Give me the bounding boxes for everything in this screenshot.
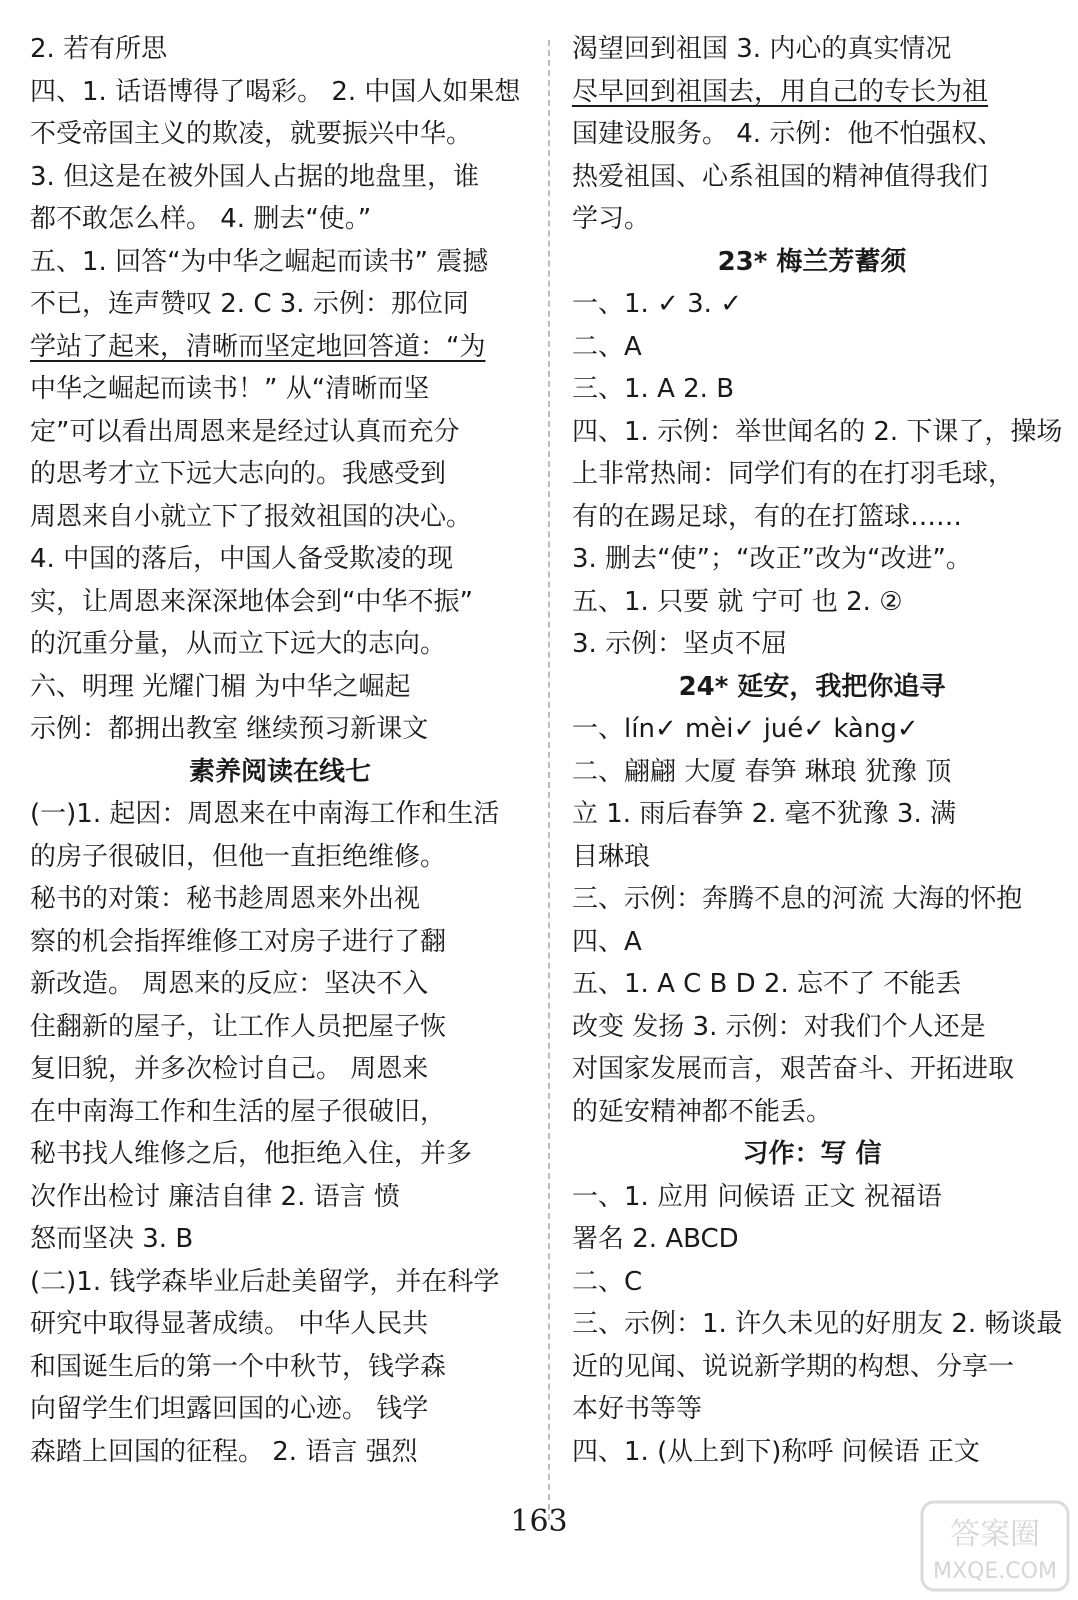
section-heading: 习作：写 信 xyxy=(742,1139,882,1169)
text-line: 国建设服务。 4. 示例：他不怕强权、 xyxy=(572,119,1004,149)
text-line: 2. 若有所思 xyxy=(30,34,168,64)
text-line: 一、1. 应用 问候语 正文 祝福语 xyxy=(572,1181,942,1212)
text-line: 的延安精神都不能丢。 xyxy=(572,1096,833,1127)
text-line: 三、示例：奔腾不息的河流 大海的怀抱 xyxy=(572,884,1023,914)
text-line: 学站了起来，清晰而坚定地回答道：“为 xyxy=(30,331,486,362)
text-line: 秘书找人维修之后，他拒绝入住，并多 xyxy=(30,1139,473,1169)
text-line: (二)1. 钱学森毕业后赴美留学，并在科学 xyxy=(30,1266,500,1297)
text-line: 3. 但这是在被外国人占据的地盘里，谁 xyxy=(30,161,480,192)
text-line: 三、示例：1. 许久未见的好朋友 2. 畅谈最 xyxy=(572,1309,1063,1339)
text-line: 3. 示例：坚贞不屈 xyxy=(572,629,788,659)
text-line: 怒而坚决 3. B xyxy=(30,1224,194,1254)
text-line: 四、1. (从上到下)称呼 问候语 正文 xyxy=(572,1436,980,1467)
text-line: 渴望回到祖国 3. 内心的真实情况 xyxy=(572,34,952,64)
text-line: 四、1. 示例：举世闻名的 2. 下课了，操场 xyxy=(572,416,1063,447)
left-column xyxy=(30,28,530,1473)
text-line: 上非常热闹：同学们有的在打羽毛球， xyxy=(572,459,1015,489)
text-line: 目琳琅 xyxy=(572,841,651,872)
text-line: 署名 2. ABCD xyxy=(572,1224,739,1254)
text-line: 住翻新的屋子，让工作人员把屋子恢 xyxy=(30,1011,447,1042)
text-line: 新改造。 周恩来的反应：坚决不入 xyxy=(30,969,429,999)
text-line: 不受帝国主义的欺凌，就要振兴中华。 xyxy=(30,119,473,149)
text-line: 周恩来自小就立下了报效祖国的决心。 xyxy=(30,501,473,532)
text-line: 和国诞生后的第一个中秋节，钱学森 xyxy=(30,1351,447,1382)
text-line: 五、1. 回答“为中华之崛起而读书” 震撼 xyxy=(30,246,489,277)
text-line: 不已，连声赞叹 2. C 3. 示例：那位同 xyxy=(30,289,469,319)
text-line: 实，让周恩来深深地体会到“中华不振” xyxy=(30,586,473,617)
text-line: 有的在踢足球，有的在打篮球…… xyxy=(572,501,963,532)
text-line: 向留学生们坦露回国的心迹。 钱学 xyxy=(30,1394,429,1424)
watermark-url: MXQE.COM xyxy=(933,1559,1057,1584)
text-line: 四、A xyxy=(572,926,642,957)
text-line: 改变 发扬 3. 示例：对我们个人还是 xyxy=(572,1011,986,1042)
text-line: 复旧貌，并多次检讨自己。 周恩来 xyxy=(30,1054,429,1084)
text-line: 3. 删去“使”；“改正”改为“改进”。 xyxy=(572,544,972,574)
text-line: 中华之崛起而读书！” 从“清晰而坚 xyxy=(30,374,430,404)
text-line: 秘书的对策：秘书趁周恩来外出视 xyxy=(30,884,421,914)
text-line: 一、lín✓ mèi✓ jué✓ kàng✓ xyxy=(572,714,919,744)
lesson-heading: 24* 延安，我把你追寻 xyxy=(678,671,946,702)
text-line: 二、翩翩 大厦 春笋 琳琅 犹豫 顶 xyxy=(572,756,952,787)
text-line: 研究中取得显著成绩。 中华人民共 xyxy=(30,1309,429,1339)
text-line: 三、1. A 2. B xyxy=(572,374,735,404)
watermark-logo xyxy=(920,1500,1070,1592)
text-line: 森踏上回国的征程。 2. 语言 强烈 xyxy=(30,1436,418,1467)
text-line: (一)1. 起因：周恩来在中南海工作和生活 xyxy=(30,799,500,829)
page-number: 163 xyxy=(510,1504,568,1539)
text-line: 都不敢怎么样。 4. 删去“使。” xyxy=(30,204,372,234)
text-line: 察的机会指挥维修工对房子进行了翻 xyxy=(30,926,447,957)
text-line: 的思考才立下远大志向的。我感受到 xyxy=(30,459,447,489)
text-line: 五、1. 只要 就 宁可 也 2. ② xyxy=(572,586,903,617)
text-line: 四、1. 话语博得了喝彩。 2. 中国人如果想 xyxy=(30,76,521,107)
text-line: 对国家发展而言，艰苦奋斗、开拓进取 xyxy=(572,1054,1015,1084)
text-line: 近的见闻、说说新学期的构想、分享一 xyxy=(572,1351,1015,1382)
text-line: 六、明理 光耀门楣 为中华之崛起 xyxy=(30,671,411,702)
text-line: 一、1. ✓ 3. ✓ xyxy=(572,289,742,319)
section-heading: 素养阅读在线七 xyxy=(188,756,371,787)
text-line: 立 1. 雨后春笋 2. 毫不犹豫 3. 满 xyxy=(572,799,957,829)
text-line: 尽早回到祖国去，用自己的专长为祖 xyxy=(572,76,989,107)
text-line: 的沉重分量，从而立下远大的志向。 xyxy=(30,629,447,659)
text-line: 示例：都拥出教室 继续预习新课文 xyxy=(30,714,429,744)
text-line: 定”可以看出周恩来是经过认真而充分 xyxy=(30,416,460,447)
text-line: 4. 中国的落后，中国人备受欺凌的现 xyxy=(30,544,454,574)
column-divider xyxy=(548,40,550,1520)
watermark-text: 答案圈 xyxy=(950,1517,1040,1552)
text-line: 二、A xyxy=(572,331,642,362)
text-line: 五、1. A C B D 2. 忘不了 不能丢 xyxy=(572,969,962,999)
text-line: 的房子很破旧，但他一直拒绝维修。 xyxy=(30,841,447,872)
text-line: 本好书等等 xyxy=(572,1394,703,1424)
text-line: 学习。 xyxy=(572,204,651,234)
text-line: 热爱祖国、心系祖国的精神值得我们 xyxy=(572,161,989,192)
lesson-heading: 23* 梅兰芳蓄须 xyxy=(717,246,907,277)
right-column xyxy=(572,28,1063,1473)
text-line: 二、C xyxy=(572,1266,643,1297)
text-line: 次作出检讨 廉洁自律 2. 语言 愤 xyxy=(30,1181,400,1212)
text-line: 在中南海工作和生活的屋子很破旧， xyxy=(30,1096,447,1127)
